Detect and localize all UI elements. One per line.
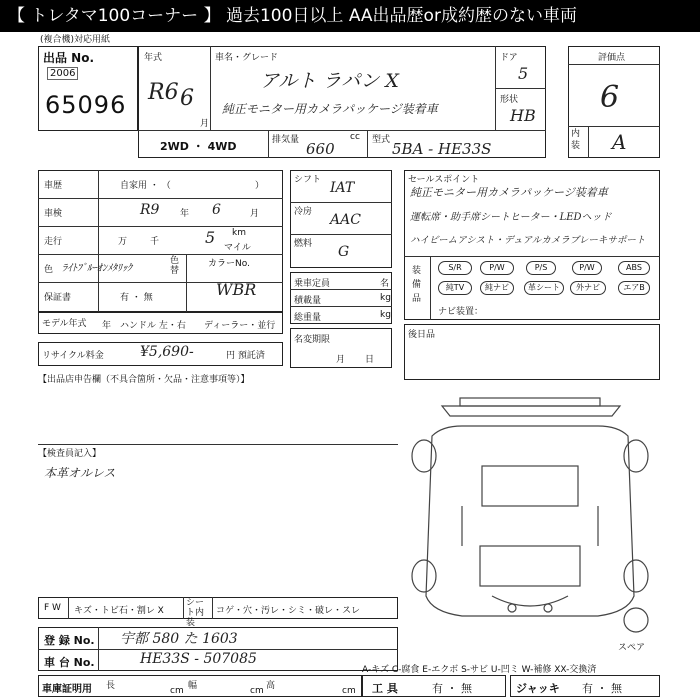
capacity-unit: 名 — [380, 279, 390, 289]
shift-value: IAT — [330, 180, 355, 196]
equip-navi-device: ナビ装置： — [438, 307, 484, 317]
shape-value: HB — [510, 106, 536, 125]
history-value: 自家用 ・ （ — [120, 181, 171, 191]
cert-cm-2: cm — [250, 686, 264, 696]
type-label: 型式 — [372, 135, 391, 145]
model-grade: 純正モニター用カメラパッケージ装着車 — [222, 102, 438, 116]
cert-wid: 幅 — [188, 681, 198, 691]
load-unit: kg — [380, 293, 391, 303]
displacement-unit: cc — [350, 132, 360, 142]
ac-value: AAC — [330, 212, 361, 228]
score-label: 評価点 — [598, 53, 626, 63]
wheel-front-left — [412, 560, 436, 592]
equip-ext-navi: 外ナビ — [570, 281, 606, 295]
mileage-label: 走行 — [44, 237, 63, 247]
fuel-value: G — [338, 244, 350, 260]
model-year-year: 年 — [102, 321, 112, 331]
fw-text: キズ・トビ石・割レ X — [74, 606, 164, 616]
equip-pw-2: P/W — [572, 261, 602, 275]
car-hood — [492, 596, 568, 606]
equip-abs: ABS — [618, 261, 650, 275]
selling-points-label: セールスポイント — [408, 175, 480, 185]
year-month-unit: 月 — [200, 119, 210, 129]
header-note: (複合機)対応用紙 — [40, 35, 111, 45]
mileage-value: 5 — [205, 228, 216, 247]
inspection-month: 6 — [212, 202, 221, 218]
displacement-value: 660 — [306, 140, 335, 158]
model-label: 車名・グレード — [215, 53, 279, 63]
inspector-note: 本革オルレス — [44, 466, 116, 480]
spare-tire — [624, 608, 648, 632]
tools-label: 工 具 — [372, 682, 398, 695]
jack-value: 有 ・ 無 — [582, 682, 622, 695]
interior-value: A — [612, 130, 627, 154]
color-change: 色替 — [170, 256, 180, 276]
notes-label: 後日品 — [408, 330, 436, 340]
equip-pw-1: P/W — [480, 261, 514, 275]
fw-seat-text: コゲ・穴・汚レ・シミ・破レ・スレ — [216, 606, 361, 616]
equip-sr: S/R — [438, 261, 472, 275]
inspection-month-unit: 月 — [250, 209, 260, 219]
chassis-value: HE33S - 507085 — [140, 651, 257, 667]
mileage-man: 万 — [118, 237, 128, 247]
doors-label: ドア — [500, 53, 518, 63]
equip-airbag: エアB — [618, 281, 650, 295]
change-date-label: 名変期限 — [294, 335, 331, 345]
inspector-label: 【検査員記入】 — [38, 449, 102, 459]
history-label: 車歴 — [44, 181, 63, 191]
capacity-label: 乗車定員 — [294, 279, 331, 289]
chassis-label: 車 台 No. — [44, 656, 95, 669]
fw-label: F W — [44, 603, 61, 613]
spare-label: スペア — [618, 643, 646, 653]
recycle-label: リサイクル料金 — [42, 351, 104, 361]
model-year-dealer: ディーラー・並行 — [204, 321, 276, 331]
jack-label: ジャッキ — [516, 682, 560, 695]
type-value: 5BA - HE33S — [392, 140, 492, 158]
interior-label: 内装 — [571, 129, 581, 151]
declaration-label: 【出品店申告欄（不具合箇所・欠品・注意事項等）】 — [38, 375, 250, 385]
change-date-unit: 月日 — [336, 355, 395, 365]
score-value: 6 — [600, 80, 620, 115]
car-rear-top — [460, 398, 600, 406]
cert-cm-3: cm — [342, 686, 356, 696]
cert-label: 車庫証明用 — [42, 684, 92, 695]
notes-box — [404, 324, 660, 380]
selling-point-1: 純正モニター用カメラパッケージ装着車 — [410, 186, 608, 199]
color-code: WBR — [216, 280, 257, 299]
wheel-front-right — [624, 560, 648, 592]
tools-value: 有 ・ 無 — [432, 682, 472, 695]
selling-point-3: ハイビームアシスト・デュアルカメラブレーキサポート — [410, 235, 646, 246]
lot-number: 65096 — [45, 91, 127, 119]
car-front-window — [480, 546, 580, 586]
year-value: R6 — [148, 80, 179, 105]
cert-cm-1: cm — [170, 686, 184, 696]
color-value: ﾗｲﾄﾌﾞﾙｰｵﾝﾒﾀﾘｯｸ — [62, 263, 132, 274]
cert-hei: 高 — [266, 681, 276, 691]
recycle-unit: 円 預託済 — [226, 351, 265, 361]
shape-label: 形状 — [500, 95, 519, 105]
color-label: 色 — [44, 265, 54, 275]
wheel-rear-left — [412, 440, 436, 472]
car-body — [426, 426, 634, 616]
damage-legend: A-キズ C-腐食 E-エクボ S-サビ U-凹ミ W-補修 XX-交換済 — [362, 665, 597, 675]
equip-leather: 革シート — [524, 281, 564, 295]
ac-label: 冷房 — [294, 207, 313, 217]
car-rear-bumper — [442, 406, 620, 416]
fuel-label: 燃料 — [294, 239, 313, 249]
banner: 【 トレタマ100コーナー 】 過去100日以上 AA出品歴or成約歴のない車両 — [0, 0, 700, 32]
equipment-label: 装備品 — [412, 266, 422, 304]
selling-point-2: 運転席・助手席シートヒーター・LEDヘッド — [410, 212, 612, 223]
drive-label: 2WD ・ 4WD — [160, 140, 237, 153]
lot-year-tag: 2006 — [47, 67, 78, 80]
fw-seat: シート内装 — [186, 598, 205, 628]
recycle-value: ¥5,690- — [140, 344, 194, 360]
displacement-label: 排気量 — [272, 135, 300, 145]
inspection-year: R9 — [140, 202, 160, 218]
mileage-unit-mile: マイル — [224, 243, 251, 253]
lot-box — [38, 46, 138, 131]
cert-len: 長 — [106, 681, 116, 691]
equip-ps: P/S — [526, 261, 556, 275]
history-close: ） — [255, 181, 265, 191]
lot-label: 出品 No. — [43, 51, 95, 65]
doors-value: 5 — [518, 64, 529, 83]
car-diagram — [402, 386, 658, 636]
year-label: 年式 — [144, 53, 163, 63]
registration-value: 宇都 580 た 1603 — [120, 631, 238, 647]
mileage-sen: 千 — [150, 237, 160, 247]
color-code-label: カラーNo. — [208, 259, 250, 269]
registration-label: 登 録 No. — [44, 634, 95, 647]
year-month: 6 — [180, 86, 194, 111]
warranty-label: 保証書 — [44, 293, 72, 303]
load-label: 積載量 — [294, 296, 322, 306]
model-year-handle: ハンドル 左・右 — [120, 321, 186, 331]
model-year-label: モデル年式 — [42, 319, 87, 329]
wheel-rear-right — [624, 440, 648, 472]
car-rear-window — [482, 466, 578, 506]
warranty-value: 有 ・ 無 — [120, 293, 153, 303]
mileage-unit-km: km — [232, 228, 246, 238]
shift-label: シフト — [294, 175, 322, 185]
inspection-label: 車検 — [44, 209, 63, 219]
equip-tv: 純TV — [438, 281, 472, 295]
equip-navi: 純ナビ — [480, 281, 514, 295]
weight-label: 総重量 — [294, 313, 322, 323]
model-name: アルト ラパン X — [260, 70, 399, 92]
weight-unit: kg — [380, 310, 391, 320]
inspection-year-unit: 年 — [180, 209, 190, 219]
